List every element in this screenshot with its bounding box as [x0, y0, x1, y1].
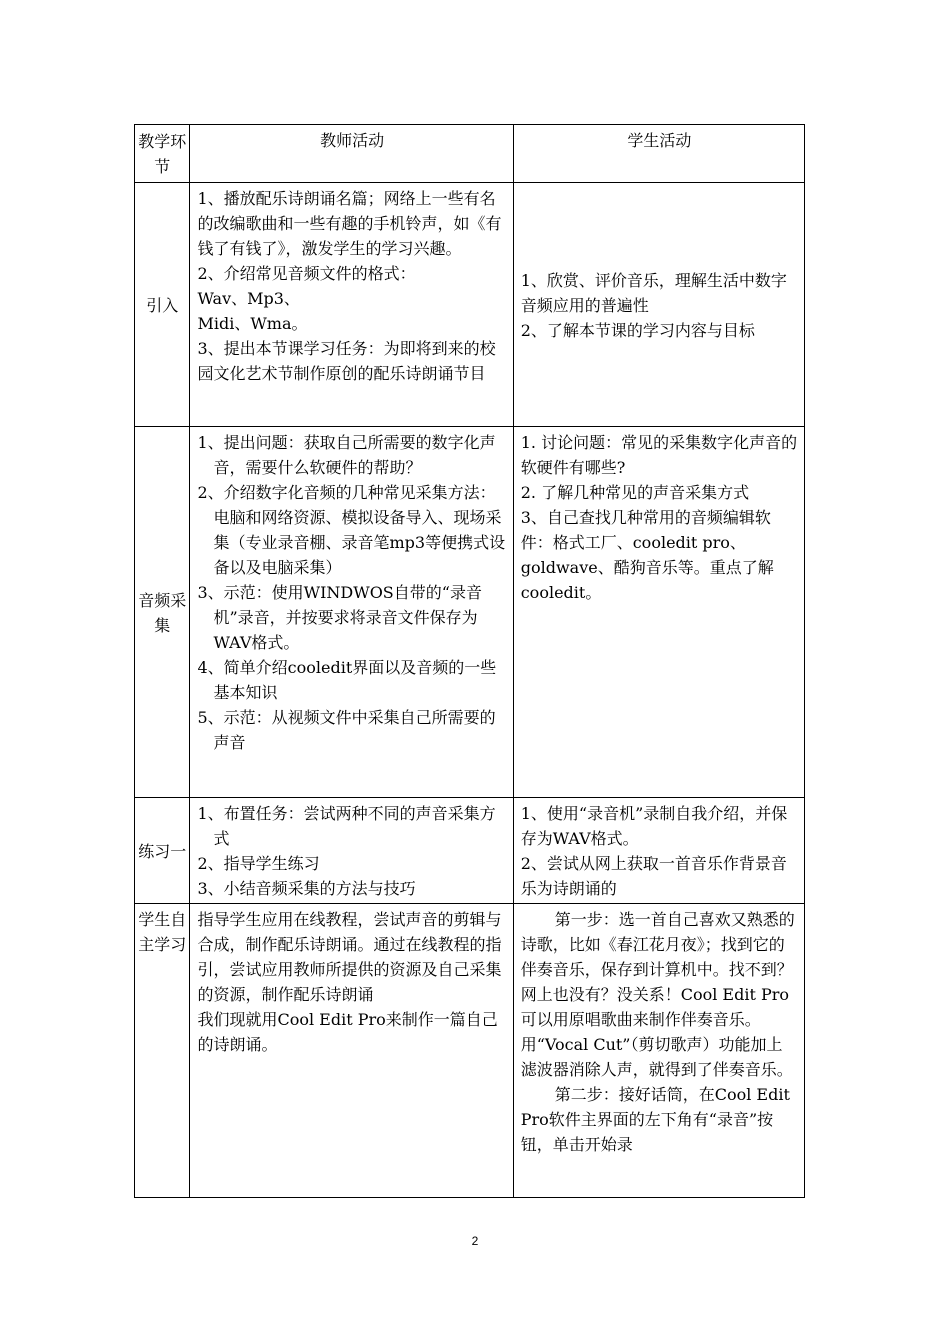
student-item: 2. 了解几种常见的声音采集方式 [520, 483, 750, 502]
table-row [135, 427, 805, 798]
table-row [135, 798, 805, 904]
stage-cell: 音频采集 [135, 427, 190, 798]
teacher-item: 3、提出本节课学习任务：为即将到来的校园文化艺术节制作原创的配乐诗朗诵节目 [197, 339, 496, 383]
student-activity-cell [513, 427, 804, 798]
student-item: 第一步：选一首自己喜欢又熟悉的诗歌，比如《春江花月夜》；找到它的伴奏音乐，保存到计算机中。找不到？网上也没有？没关系！Cool Edit Pro可以用原唱歌曲来制作伴奏音乐。用“Vocal Cut”（剪切歌声）功能加上滤波器消除人声，就得到了伴奏音乐。 [520, 910, 795, 1079]
teacher-item: 4、简单介绍cooledit界面以及音频的一些基本知识 [197, 658, 497, 702]
student-item: 第二步：接好话筒，在Cool Edit Pro软件主界面的左下角有“录音”按钮，单击开始录 [520, 1085, 790, 1154]
page-number: 2 [471, 1234, 479, 1248]
teacher-item: 指导学生应用在线教程，尝试声音的剪辑与合成，制作配乐诗朗诵。通过在线教程的指引，尝试应用教师所提供的资源及自己采集的资源，制作配乐诗朗诵 [197, 910, 502, 1004]
teacher-item: 3、示范：使用WINDWOS自带的“录音机”录音，并按要求将录音文件保存为WAV格式。 [197, 583, 482, 652]
stage-cell: 练习一 [135, 798, 190, 904]
table-row [135, 904, 805, 1198]
teacher-item: 2、指导学生练习 [197, 854, 320, 873]
header-student-activity: 学生活动 [513, 125, 804, 183]
teacher-activity-cell [190, 183, 513, 427]
teacher-activity-cell [190, 798, 513, 904]
stage-cell: 引入 [135, 183, 190, 427]
teacher-item: 1、布置任务：尝试两种不同的声音采集方式 [197, 804, 496, 848]
table-header-row [135, 125, 805, 183]
teacher-item: 5、示范：从视频文件中采集自己所需要的声音 [197, 708, 496, 752]
teacher-item: Midi、Wma。 [197, 314, 308, 333]
teacher-activity-cell [190, 904, 513, 1198]
student-activity-cell [513, 904, 804, 1198]
student-item: 1. 讨论问题：常见的采集数字化声音的软硬件有哪些? [520, 433, 798, 477]
student-item: 3、自己查找几种常用的音频编辑软件：格式工厂、cooledit pro、goldwave、酷狗音乐等。重点了解cooledit。 [520, 508, 774, 602]
stage-cell: 学生自主学习 [135, 904, 190, 1198]
header-teacher-activity: 教师活动 [190, 125, 513, 183]
student-activity-cell [513, 183, 804, 427]
teacher-item: 2、介绍数字化音频的几种常见采集方法：电脑和网络资源、模拟设备导入、现场采集（专业录音棚、录音笔mp3等便携式设备以及电脑采集） [197, 483, 506, 577]
teacher-item: 1、播放配乐诗朗诵名篇；网络上一些有名的改编歌曲和一些有趣的手机铃声，如《有钱了有钱了》，激发学生的学习兴趣。 [197, 189, 502, 258]
student-item: 2、尝试从网上获取一首音乐作背景音乐为诗朗诵的 [520, 854, 787, 898]
lesson-plan-table [134, 124, 805, 1198]
teacher-item: 1、提出问题：获取自己所需要的数字化声音，需要什么软硬件的帮助？ [197, 433, 496, 477]
header-stage: 教学环节 [135, 125, 190, 183]
student-item: 2、了解本节课的学习内容与目标 [520, 320, 755, 340]
teacher-item: 3、小结音频采集的方法与技巧 [197, 879, 416, 898]
student-item: 1、使用“录音机”录制自我介绍，并保存为WAV格式。 [520, 804, 788, 848]
student-item: 1、欣赏、评价音乐，理解生活中数字音频应用的普遍性 [520, 270, 787, 315]
teacher-item: Wav、Mp3、 [197, 289, 300, 308]
student-activity-cell [513, 798, 804, 904]
table-row [135, 183, 805, 427]
teacher-item: 2、介绍常见音频文件的格式： [197, 264, 416, 283]
teacher-activity-cell [190, 427, 513, 798]
teacher-item: 我们现就用Cool Edit Pro来制作一篇自己的诗朗诵。 [197, 1010, 498, 1054]
